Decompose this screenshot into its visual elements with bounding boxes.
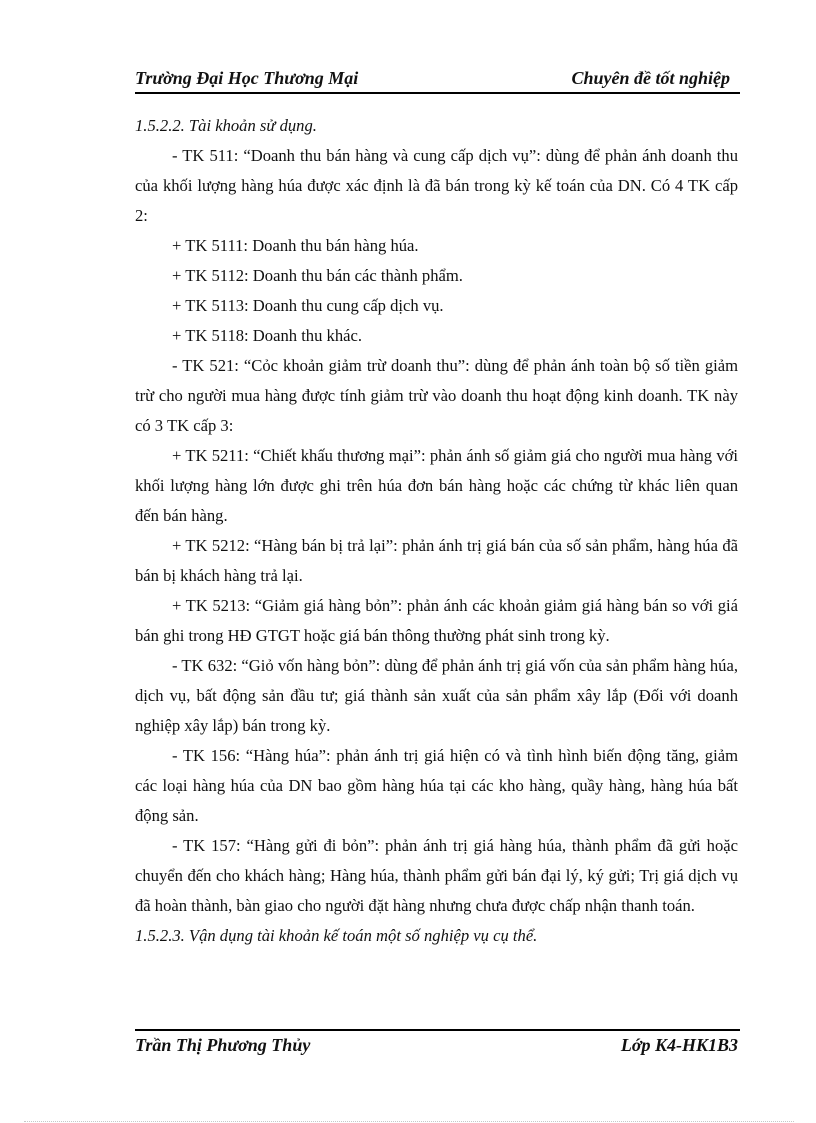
paragraph-tk-5211: + TK 5211: “Chiết khấu thương mại”: phản ánh số giảm giá cho người mua hàng với khối lượng hàng lớn được ghi trên húa đơn bán hàng hoặc các chứng từ khác liên quan đến bán hàng. bbox=[135, 446, 738, 525]
section-heading-1-5-2-2: 1.5.2.2. Tài khoản sử dụng. bbox=[135, 116, 317, 135]
section-heading-1-5-2-3: 1.5.2.3. Vận dụng tài khoản kế toán một số nghiệp vụ cụ thể. bbox=[135, 926, 538, 945]
paragraph-tk-5111: + TK 5111: Doanh thu bán hàng húa. bbox=[172, 236, 419, 255]
footer-author-name: Trần Thị Phương Thủy bbox=[135, 1035, 311, 1055]
paragraph-tk-157: - TK 157: “Hàng gửi đi bỏn”: phản ánh trị giá hàng húa, thành phẩm đã gửi hoặc chuyển đến cho khách hàng; Hàng húa, thành phẩm gửi bán đại lý, ký gửi; Trị giá dịch vụ đã hoàn thành, bàn giao cho người đặt hàng nhưng chưa được chấp nhận thanh toán. bbox=[135, 836, 738, 915]
paragraph-tk-5118: + TK 5118: Doanh thu khác. bbox=[172, 326, 363, 345]
page-bottom-divider bbox=[24, 1121, 794, 1122]
header-school-name: Trường Đại Học Thương Mại bbox=[135, 68, 359, 88]
paragraph-tk-5113: + TK 5113: Doanh thu cung cấp dịch vụ. bbox=[172, 296, 444, 315]
page-footer bbox=[135, 1029, 740, 1061]
paragraph-tk-511: - TK 511: “Doanh thu bán hàng và cung cấp dịch vụ”: dùng để phản ánh doanh thu của khối lượng hàng húa được xác định là đã bán trong kỳ kế toán của DN. Có 4 TK cấp 2: bbox=[135, 146, 738, 225]
document-body bbox=[135, 111, 738, 951]
header-document-type: Chuyên đề tốt nghiệp bbox=[571, 68, 730, 88]
paragraph-tk-632: - TK 632: “Giỏ vốn hàng bỏn”: dùng để phản ánh trị giá vốn của sản phẩm hàng húa, dịch vụ, bất động sản đầu tư; giá thành sản xuất của sản phẩm xây lắp (Đối với doanh nghiệp xây lắp) bán trong kỳ. bbox=[135, 656, 738, 735]
paragraph-tk-5213: + TK 5213: “Giảm giá hàng bỏn”: phản ánh các khoản giảm giá hàng bán so với giá bán ghi trong HĐ GTGT hoặc giá bán thông thường phát sinh trong kỳ. bbox=[135, 596, 738, 645]
paragraph-tk-521: - TK 521: “Cỏc khoản giảm trừ doanh thu”: dùng để phản ánh toàn bộ số tiền giảm trừ cho người mua hàng được tính giảm trừ vào doanh thu hoạt động kinh doanh. TK này có 3 TK cấp 3: bbox=[135, 356, 738, 435]
paragraph-tk-5112: + TK 5112: Doanh thu bán các thành phẩm. bbox=[172, 266, 463, 285]
paragraph-tk-156: - TK 156: “Hàng húa”: phản ánh trị giá hiện có và tình hình biến động tăng, giảm các loại hàng húa của DN bao gồm hàng húa tại các kho hàng, quầy hàng, hàng húa bất động sản. bbox=[135, 746, 738, 825]
footer-class-code: Lớp K4-HK1B3 bbox=[620, 1035, 738, 1055]
paragraph-tk-5212: + TK 5212: “Hàng bán bị trả lại”: phản ánh trị giá bán của số sản phẩm, hàng húa đã bán bị khách hàng trả lại. bbox=[135, 536, 738, 585]
page-header bbox=[135, 66, 740, 94]
